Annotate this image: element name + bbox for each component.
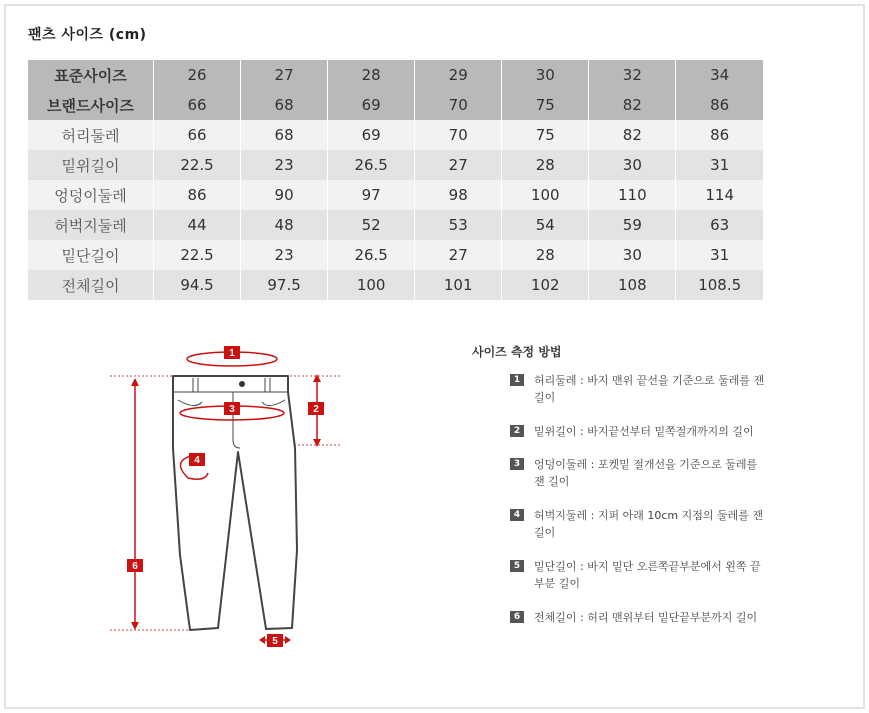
row-label: 브랜드사이즈 [28, 90, 154, 120]
table-cell: 100 [328, 270, 415, 300]
table-cell: 63 [676, 210, 763, 240]
button-icon [239, 381, 245, 387]
table-cell: 28 [328, 60, 415, 90]
table-cell: 29 [415, 60, 502, 90]
row-label: 전체길이 [28, 270, 154, 300]
table-cell: 26.5 [328, 240, 415, 270]
table-cell: 28 [502, 150, 589, 180]
table-cell: 30 [589, 150, 676, 180]
table-cell: 54 [502, 210, 589, 240]
table-cell: 69 [328, 90, 415, 120]
table-row [28, 270, 763, 300]
table-cell: 52 [328, 210, 415, 240]
howto-step [510, 372, 765, 406]
table-cell: 66 [154, 90, 241, 120]
marker-4-label: 4 [194, 455, 200, 466]
step-number-badge: 3 [510, 458, 524, 470]
page-title: 팬츠 사이즈 (cm) [28, 27, 147, 43]
step-number-badge: 4 [510, 509, 524, 521]
table-cell: 53 [415, 210, 502, 240]
table-header-row [28, 90, 763, 120]
table-cell: 27 [241, 60, 328, 90]
step-description: 엉덩이둘레 : 포켓밑 절개선을 기준으로 둘레를 잰 길이 [534, 458, 758, 488]
table-row [28, 120, 763, 150]
table-cell: 27 [415, 150, 502, 180]
row-label: 밑단길이 [28, 240, 154, 270]
table-cell: 68 [241, 120, 328, 150]
row-label: 허리둘레 [28, 120, 154, 150]
table-cell: 48 [241, 210, 328, 240]
table-cell: 34 [676, 60, 763, 90]
table-cell: 108.5 [676, 270, 763, 300]
step-number-badge: 2 [510, 425, 524, 437]
table-row [28, 150, 763, 180]
table-cell: 90 [241, 180, 328, 210]
howto-title: 사이즈 측정 방법 [472, 345, 562, 359]
table-cell: 30 [502, 60, 589, 90]
table-cell: 32 [589, 60, 676, 90]
table-cell: 97.5 [241, 270, 328, 300]
table-cell: 97 [328, 180, 415, 210]
table-cell: 75 [502, 120, 589, 150]
table-cell: 31 [676, 150, 763, 180]
howto-step [510, 558, 765, 592]
step-description: 밑위길이 : 바지끝선부터 밑쪽절개까지의 길이 [534, 425, 754, 438]
marker-2-label: 2 [313, 404, 319, 415]
step-description: 전체길이 : 허리 맨위부터 밑단끝부분까지 길이 [534, 611, 758, 624]
table-cell: 86 [154, 180, 241, 210]
table-cell: 82 [589, 90, 676, 120]
table-row [28, 240, 763, 270]
table-cell: 110 [589, 180, 676, 210]
table-cell: 70 [415, 120, 502, 150]
step-number-badge: 6 [510, 611, 524, 623]
table-cell: 75 [502, 90, 589, 120]
table-cell: 26.5 [328, 150, 415, 180]
table-row [28, 180, 763, 210]
table-header-row [28, 60, 763, 90]
table-cell: 101 [415, 270, 502, 300]
row-label: 허벅지둘레 [28, 210, 154, 240]
table-cell: 69 [328, 120, 415, 150]
howto-step [510, 609, 765, 626]
step-description: 허벅지둘레 : 지퍼 아래 10cm 지점의 둘레를 잰 길이 [534, 509, 763, 539]
table-cell: 114 [676, 180, 763, 210]
table-cell: 70 [415, 90, 502, 120]
howto-step [510, 423, 765, 440]
howto-step [510, 507, 765, 541]
marker-3-label: 3 [229, 404, 235, 415]
table-cell: 98 [415, 180, 502, 210]
marker-5-label: 5 [272, 636, 278, 647]
step-description: 밑단길이 : 바지 밑단 오른쪽끝부분에서 왼쪽 끝부분 길이 [534, 560, 761, 590]
step-number-badge: 5 [510, 560, 524, 572]
size-table [28, 60, 763, 300]
table-cell: 22.5 [154, 150, 241, 180]
table-cell: 82 [589, 120, 676, 150]
table-cell: 68 [241, 90, 328, 120]
table-cell: 66 [154, 120, 241, 150]
table-cell: 23 [241, 240, 328, 270]
table-cell: 28 [502, 240, 589, 270]
row-label: 엉덩이둘레 [28, 180, 154, 210]
table-cell: 86 [676, 120, 763, 150]
step-number-badge: 1 [510, 374, 524, 386]
table-cell: 30 [589, 240, 676, 270]
row-label: 표준사이즈 [28, 60, 154, 90]
marker-1-label: 1 [229, 348, 235, 359]
row-label: 밑위길이 [28, 150, 154, 180]
step-description: 허리둘레 : 바지 맨위 끝선을 기준으로 둘레를 잰 길이 [534, 374, 765, 404]
table-cell: 27 [415, 240, 502, 270]
table-cell: 31 [676, 240, 763, 270]
pants-diagram [100, 330, 360, 660]
table-cell: 59 [589, 210, 676, 240]
marker-6-label: 6 [132, 561, 138, 572]
table-cell: 44 [154, 210, 241, 240]
table-cell: 22.5 [154, 240, 241, 270]
table-row [28, 210, 763, 240]
table-cell: 94.5 [154, 270, 241, 300]
howto-step [510, 456, 765, 490]
table-cell: 86 [676, 90, 763, 120]
table-cell: 26 [154, 60, 241, 90]
table-cell: 108 [589, 270, 676, 300]
table-cell: 100 [502, 180, 589, 210]
howto-steps [510, 372, 765, 643]
table-cell: 23 [241, 150, 328, 180]
table-cell: 102 [502, 270, 589, 300]
